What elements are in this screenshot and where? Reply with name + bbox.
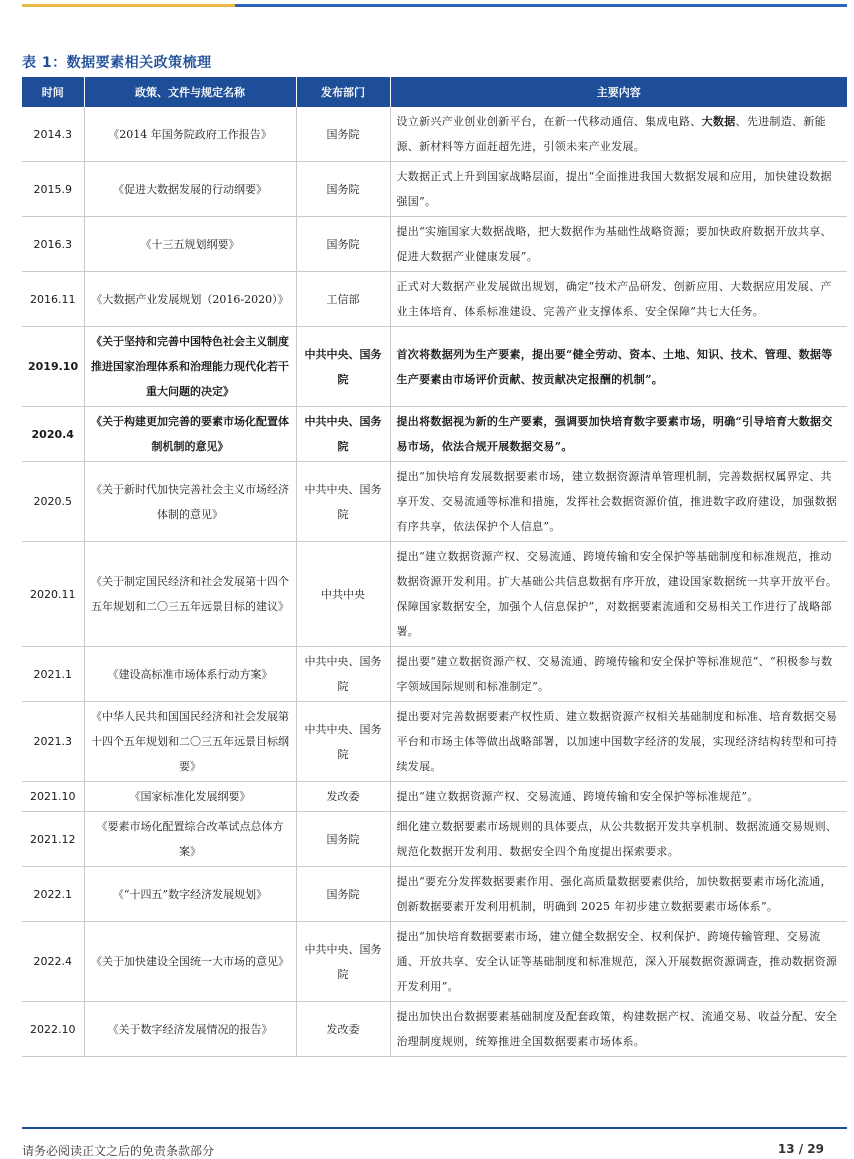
top-bar-gold [22,4,235,7]
row-content-part: 设立新兴产业创业创新平台，在新一代移动通信、集成电路、 [396,115,702,128]
row-dept: 工信部 [296,272,390,327]
table-row [22,217,847,272]
row-time: 2014.3 [22,107,84,162]
table-row [22,462,847,542]
table-row [22,1002,847,1057]
row-time: 2021.3 [22,702,84,782]
row-time: 2016.11 [22,272,84,327]
header-name: 政策、文件与规定名称 [84,77,296,107]
table-header-row [22,77,847,107]
row-name: 《促进大数据发展的行动纲要》 [84,162,296,217]
row-name: 《关于新时代加快完善社会主义市场经济体制的意见》 [84,462,296,542]
row-dept: 中共中央、国务院 [296,462,390,542]
row-dept: 发改委 [296,1002,390,1057]
table-row [22,407,847,462]
row-content: 提出要“建立数据资源产权、交易流通、跨境传输和安全保护等标准规范”、“积极参与数字领域国际规则和标准制定”。 [390,647,847,702]
table-row [22,922,847,1002]
table-row [22,162,847,217]
table-row [22,812,847,867]
row-time: 2020.4 [22,407,84,462]
row-name: 《中华人民共和国国民经济和社会发展第十四个五年规划和二〇三五年远景目标纲要》 [84,702,296,782]
row-dept: 国务院 [296,217,390,272]
row-dept: 中共中央、国务院 [296,702,390,782]
row-name: 《建设高标准市场体系行动方案》 [84,647,296,702]
footer-disclaimer: 请务必阅读正文之后的免责条款部分 [22,1144,215,1158]
row-time: 2021.12 [22,812,84,867]
row-content: 提出“建立数据资源产权、交易流通、跨境传输和安全保护等标准规范”。 [390,782,847,812]
row-time: 2021.1 [22,647,84,702]
footer-divider [22,1127,847,1129]
row-content-bold: 大数据 [701,115,736,128]
row-time: 2022.1 [22,867,84,922]
row-content: 提出要对完善数据要素产权性质、建立数据资源产权相关基础制度和标准、培育数据交易平台和市场主体等做出战略部署，以加速中国数字经济的发展，实现经济结构转型和可持续发展。 [390,702,847,782]
table-title: 表 1：数据要素相关政策梳理 [22,55,212,71]
row-content: 提出“要充分发挥数据要素作用、强化高质量数据要素供给，加快数据要素市场化流通，创新数据要素开发利用机制，明确到 2025 年初步建立数据要素市场体系”。 [390,867,847,922]
row-name: 《关于加快建设全国统一大市场的意见》 [84,922,296,1002]
table-row [22,542,847,647]
table-row [22,647,847,702]
row-content: 大数据正式上升到国家战略层面，提出“全面推进我国大数据发展和应用，加快建设数据强国”。 [390,162,847,217]
row-time: 2016.3 [22,217,84,272]
row-dept: 中共中央 [296,542,390,647]
row-name: 《关于构建更加完善的要素市场化配置体制机制的意见》 [84,407,296,462]
header-time: 时间 [22,77,84,107]
row-name: 《“十四五”数字经济发展规划》 [84,867,296,922]
row-content: 提出将数据视为新的生产要素，强调要加快培育数字要素市场，明确“引导培育大数据交易市场，依法合规开展数据交易”。 [390,407,847,462]
row-dept: 国务院 [296,812,390,867]
row-name: 《十三五规划纲要》 [84,217,296,272]
row-dept: 国务院 [296,162,390,217]
table-row [22,867,847,922]
row-time: 2021.10 [22,782,84,812]
row-content: 正式对大数据产业发展做出规划，确定“技术产品研发、创新应用、大数据应用发展、产业主体培育、体系标准建设、完善产业支撑体系、安全保障”共七大任务。 [390,272,847,327]
row-content: 提出“实施国家大数据战略，把大数据作为基础性战略资源；要加快政府数据开放共享、促进大数据产业健康发展”。 [390,217,847,272]
row-dept: 中共中央、国务院 [296,407,390,462]
row-dept: 发改委 [296,782,390,812]
row-time: 2019.10 [22,327,84,407]
row-name: 《关于坚持和完善中国特色社会主义制度推进国家治理体系和治理能力现代化若干重大问题的决定》 [84,327,296,407]
row-name: 《要素市场化配置综合改革试点总体方案》 [84,812,296,867]
row-content: 提出“建立数据资源产权、交易流通、跨境传输和安全保护等基础制度和标准规范，推动数据资源开发利用。扩大基础公共信息数据有序开放，建设国家数据统一共享开放平台。保障国家数据安全，加强个人信息保护”，对数据要素流通和交易相关工作进行了战略部署。 [390,542,847,647]
header-dept: 发布部门 [296,77,390,107]
row-time: 2020.11 [22,542,84,647]
row-name: 《关于数字经济发展情况的报告》 [84,1002,296,1057]
row-content: 提出加快出台数据要素基础制度及配套政策，构建数据产权、流通交易、收益分配、安全治理制度规则，统筹推进全国数据要素市场体系。 [390,1002,847,1057]
row-name: 《关于制定国民经济和社会发展第十四个五年规划和二〇三五年远景目标的建议》 [84,542,296,647]
row-time: 2020.5 [22,462,84,542]
header-content: 主要内容 [390,77,847,107]
page-number: 13 / 29 [777,1142,824,1156]
row-content: 细化建立数据要素市场规则的具体要点，从公共数据开发共享机制、数据流通交易规则、规范化数据开发利用、数据安全四个角度提出探索要求。 [390,812,847,867]
row-dept: 国务院 [296,107,390,162]
row-time: 2022.4 [22,922,84,1002]
table-row [22,702,847,782]
row-time: 2022.10 [22,1002,84,1057]
row-content: 首次将数据列为生产要素，提出要“健全劳动、资本、土地、知识、技术、管理、数据等生产要素由市场评价贡献、按贡献决定报酬的机制”。 [390,327,847,407]
table-row [22,782,847,812]
row-name: 《大数据产业发展规划（2016-2020）》 [84,272,296,327]
table-row [22,327,847,407]
row-content-part: 、先进制造、新能源、新材料等方面赶超先进，引领未来产业发展。 [396,115,826,153]
row-dept: 中共中央、国务院 [296,327,390,407]
policy-table [22,77,847,1057]
row-content: 提出“加快培育数据要素市场，建立健全数据安全、权利保护、跨境传输管理、交易流通、开放共享、安全认证等基础制度和标准规范，深入开展数据资源调查，推动数据资源开发利用”。 [390,922,847,1002]
row-name: 《国家标准化发展纲要》 [84,782,296,812]
row-time: 2015.9 [22,162,84,217]
row-name: 《2014 年国务院政府工作报告》 [84,107,296,162]
top-bar-blue [235,4,847,7]
row-dept: 中共中央、国务院 [296,647,390,702]
row-content: 提出“加快培育发展数据要素市场，建立数据资源清单管理机制，完善数据权属界定、共享开发、交易流通等标准和措施，发挥社会数据资源价值，推进数字政府建设，加强数据有序共享，依法保护个人信息”。 [390,462,847,542]
row-dept: 中共中央、国务院 [296,922,390,1002]
table-row [22,107,847,162]
row-content [390,107,847,162]
row-dept: 国务院 [296,867,390,922]
table-row [22,272,847,327]
top-decor-bar [0,0,854,6]
